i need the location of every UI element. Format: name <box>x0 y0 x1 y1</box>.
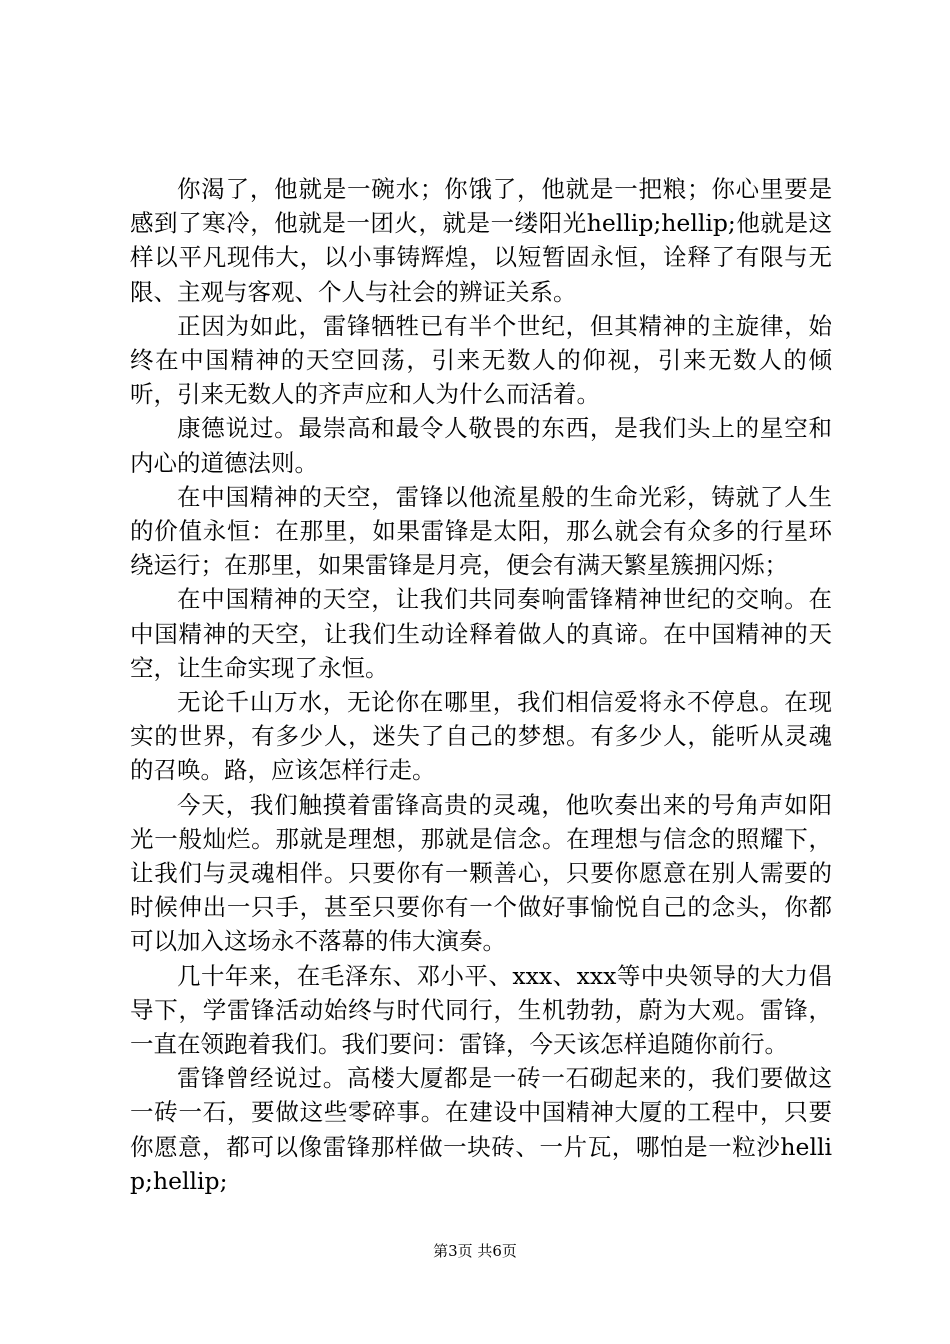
paragraph: 几十年来，在毛泽东、邓小平、xxx、xxx等中央领导的大力倡导下，学雷锋活动始终与时代同行，生机勃勃，蔚为大观。雷锋，一直在领跑着我们。我们要问：雷锋，今天该怎样追随你前行。 <box>130 961 832 1059</box>
paragraph: 康德说过。最崇高和最令人敬畏的东西，是我们头上的星空和内心的道德法则。 <box>130 414 832 477</box>
paragraph: 在中国精神的天空，雷锋以他流星般的生命光彩，铸就了人生的价值永恒：在那里，如果雷锋是太阳，那么就会有众多的行星环绕运行；在那里，如果雷锋是月亮，便会有满天繁星簇拥闪烁； <box>130 482 832 580</box>
paragraph: 无论千山万水，无论你在哪里，我们相信爱将永不停息。在现实的世界，有多少人，迷失了自己的梦想。有多少人，能听从灵魂的召唤。路，应该怎样行走。 <box>130 688 832 785</box>
paragraph: 你渴了，他就是一碗水；你饿了，他就是一把粮；你心里要是感到了寒冷，他就是一团火，就是一缕阳光hellip;hellip;他就是这样以平凡现伟大，以小事铸辉煌，以短暂固永恒，诠释了有限与无限、主观与客观、个人与社会的辨证关系。 <box>130 175 832 306</box>
page-number-footer: 第3页 共6页 <box>433 1242 517 1260</box>
paragraph: 在中国精神的天空，让我们共同奏响雷锋精神世纪的交响。在中国精神的天空，让我们生动诠释着做人的真谛。在中国精神的天空，让生命实现了永恒。 <box>130 585 832 682</box>
paragraph: 正因为如此，雷锋牺牲已有半个世纪，但其精神的主旋律，始终在中国精神的天空回荡，引来无数人的仰视，引来无数人的倾听，引来无数人的齐声应和人为什么而活着。 <box>130 311 832 409</box>
paragraph: 今天，我们触摸着雷锋高贵的灵魂，他吹奏出来的号角声如阳光一般灿烂。那就是理想，那就是信念。在理想与信念的照耀下，让我们与灵魂相伴。只要你有一颗善心，只要你愿意在别人需要的时候伸出一只手，甚至只要你有一个做好事愉悦自己的念头，你都可以加入这场永不落幕的伟大演奏。 <box>130 790 832 956</box>
paragraph: 雷锋曾经说过。高楼大厦都是一砖一石砌起来的，我们要做这一砖一石，要做这些零碎事。在建设中国精神大厦的工程中，只要你愿意，都可以像雷锋那样做一块砖、一片瓦，哪怕是一粒沙hellip;hellip; <box>130 1064 832 1195</box>
document-body <box>130 172 832 1198</box>
